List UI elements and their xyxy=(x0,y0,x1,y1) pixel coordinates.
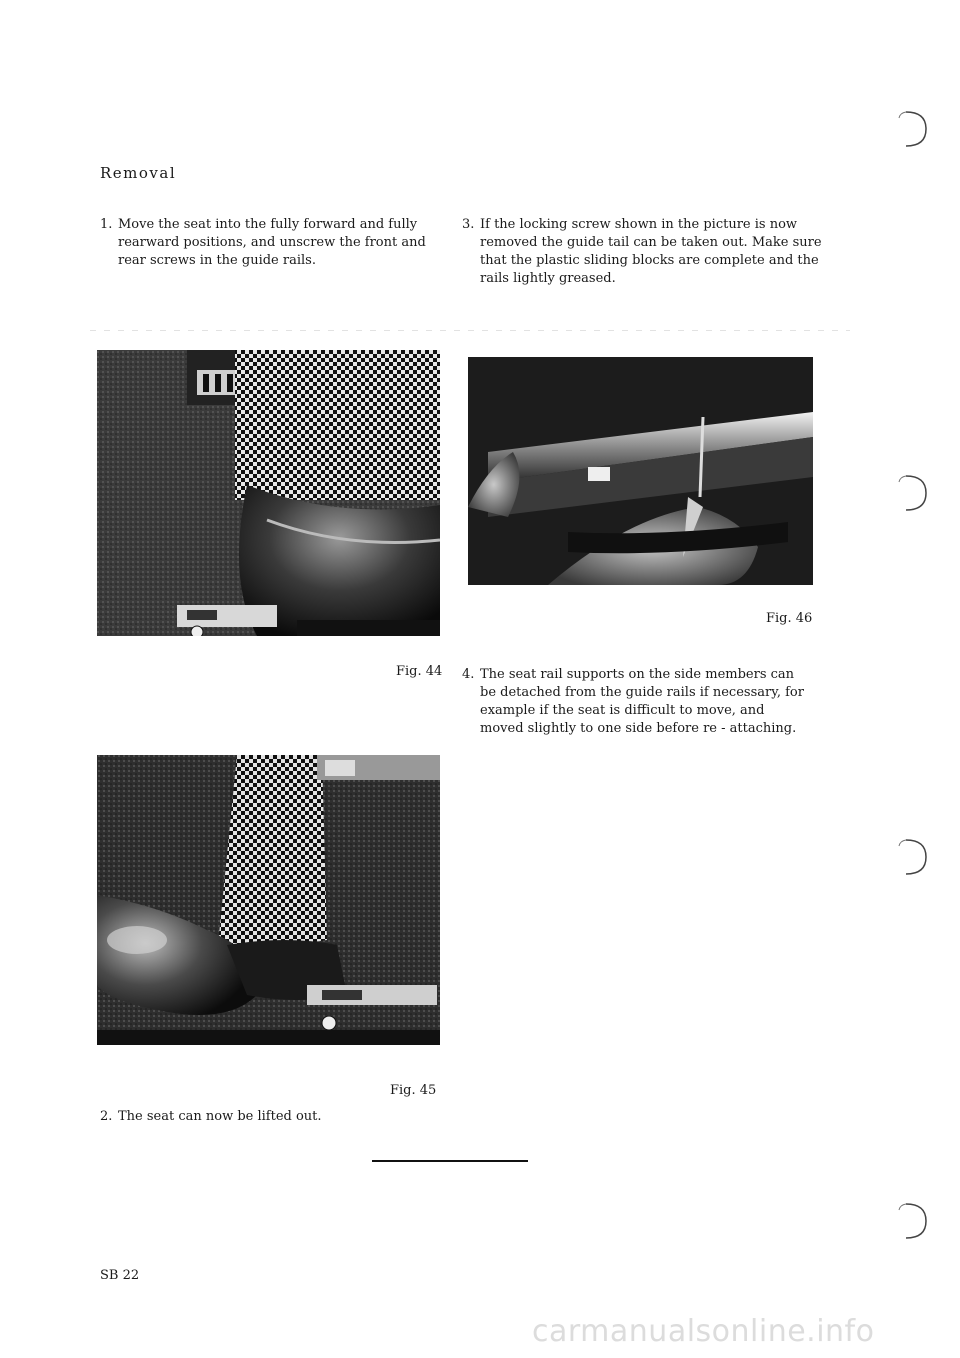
step-text: Move the seat into the fully forward and fully rearward positions, and unscrew the front and rear screws in the guide rails. xyxy=(118,217,426,268)
step-text: If the locking screw shown in the picture is now removed the guide tail can be taken out. Make sure that the plastic sliding blocks are complete and the rails lightly greased. xyxy=(480,217,822,286)
footer-rule xyxy=(372,1160,528,1162)
step-number: 3. xyxy=(462,217,475,232)
binder-hole xyxy=(898,474,928,512)
watermark: carmanualsonline.info xyxy=(532,1314,875,1349)
binder-hole xyxy=(898,838,928,876)
step-number: 4. xyxy=(462,667,475,682)
figure-46-caption: Fig. 46 xyxy=(766,611,813,626)
figure-45-caption: Fig. 45 xyxy=(390,1083,437,1098)
section-title: Removal xyxy=(100,164,177,182)
page-reference: SB 22 xyxy=(100,1268,140,1283)
step-1 xyxy=(100,216,440,270)
step-4 xyxy=(462,666,812,738)
step-3 xyxy=(462,216,822,288)
figure-45-photo xyxy=(97,755,440,1045)
step-number: 2. xyxy=(100,1109,113,1124)
step-2 xyxy=(100,1108,440,1126)
scan-line xyxy=(90,330,850,331)
figure-46-photo xyxy=(468,357,813,585)
binder-hole xyxy=(898,110,928,148)
step-text: The seat rail supports on the side members can be detached from the guide rails if necessary, for example if the seat is difficult to move, and moved slightly to one side before re - attaching. xyxy=(480,667,804,736)
figure-44-photo xyxy=(97,350,440,636)
step-number: 1. xyxy=(100,217,113,232)
binder-hole xyxy=(898,1202,928,1240)
step-text: The seat can now be lifted out. xyxy=(118,1109,322,1124)
figure-44-caption: Fig. 44 xyxy=(396,664,443,679)
